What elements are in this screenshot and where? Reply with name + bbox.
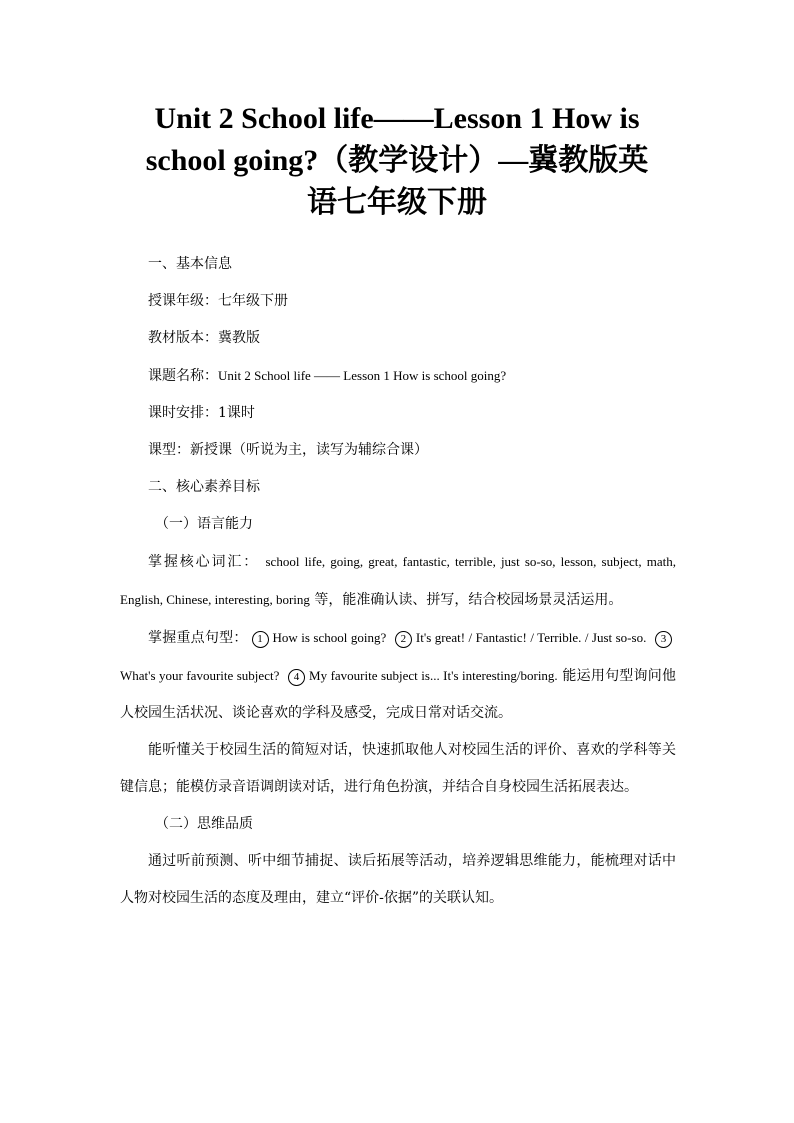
vocab-words: school life, going, great, fantastic, terrible, just so-so, lesson, subject, math, English, Chinese, interesting, boring: [120, 554, 677, 607]
pattern-3: What's your favourite subject?: [120, 668, 280, 683]
circled-number-4: 4: [288, 669, 305, 686]
lesson-name-label: 课题名称：: [148, 368, 218, 384]
grade-line: 授课年级：七年级下册: [148, 293, 288, 309]
title-line-3: 语七年级下册: [307, 186, 487, 219]
pattern-4: My favourite subject is... It's interesting/boring.: [309, 668, 558, 683]
subsection-heading-language: （一）语言能力: [155, 516, 253, 532]
listening-paragraph: 能听懂关于校园生活的简短对话，快速抓取他人对校园生活的评价、喜欢的学科等关键信息；能模仿录音语调朗读对话，进行角色扮演，并结合自身校园生活拓展表达。: [120, 742, 676, 795]
title-line-2: school going?（教学设计）—冀教版英: [145, 144, 649, 177]
vocab-label: 掌握核心词汇：: [148, 554, 260, 570]
subsection-heading-thinking: （二）思维品质: [155, 816, 253, 832]
circled-number-2: 2: [395, 631, 412, 648]
lesson-type-line: 课型：新授课（听说为主，读写为辅综合课）: [148, 442, 428, 458]
patterns-label: 掌握重点句型：: [148, 630, 248, 646]
thinking-paragraph: 通过听前预测、听中细节捕捉、读后拓展等活动，培养逻辑思维能力，能梳理对话中人物对校园生活的态度及理由，建立“评价-依据”的关联认知。: [120, 853, 676, 906]
lesson-name-value: Unit 2 School life —— Lesson 1 How is school going?: [218, 368, 507, 383]
patterns-tail: 能运用句型询问他人校园生活状况、谈论喜欢的学科及感受，完成日常对话交流。: [120, 668, 676, 721]
lesson-name-line: [120, 357, 676, 395]
circled-number-3: 3: [655, 631, 672, 648]
patterns-paragraph: [120, 619, 676, 732]
title-line-1: Unit 2 School life——Lesson 1 How is: [154, 102, 640, 135]
schedule-line: 课时安排：1课时: [148, 405, 255, 421]
pattern-2: It's great! / Fantastic! / Terrible. / Just so-so.: [415, 630, 647, 645]
section-heading-basic-info: 一、基本信息: [148, 256, 232, 272]
pattern-1: How is school going?: [272, 630, 387, 645]
vocab-paragraph: [120, 543, 676, 619]
vocab-tail: 等，能准确认读、拼写，结合校园场景灵活运用。: [314, 592, 623, 608]
document-body: [120, 246, 676, 917]
circled-number-1: 1: [252, 631, 269, 648]
document-title: [100, 98, 694, 224]
section-heading-core-goals: 二、核心素养目标: [148, 479, 260, 495]
textbook-line: 教材版本：冀教版: [148, 330, 260, 346]
